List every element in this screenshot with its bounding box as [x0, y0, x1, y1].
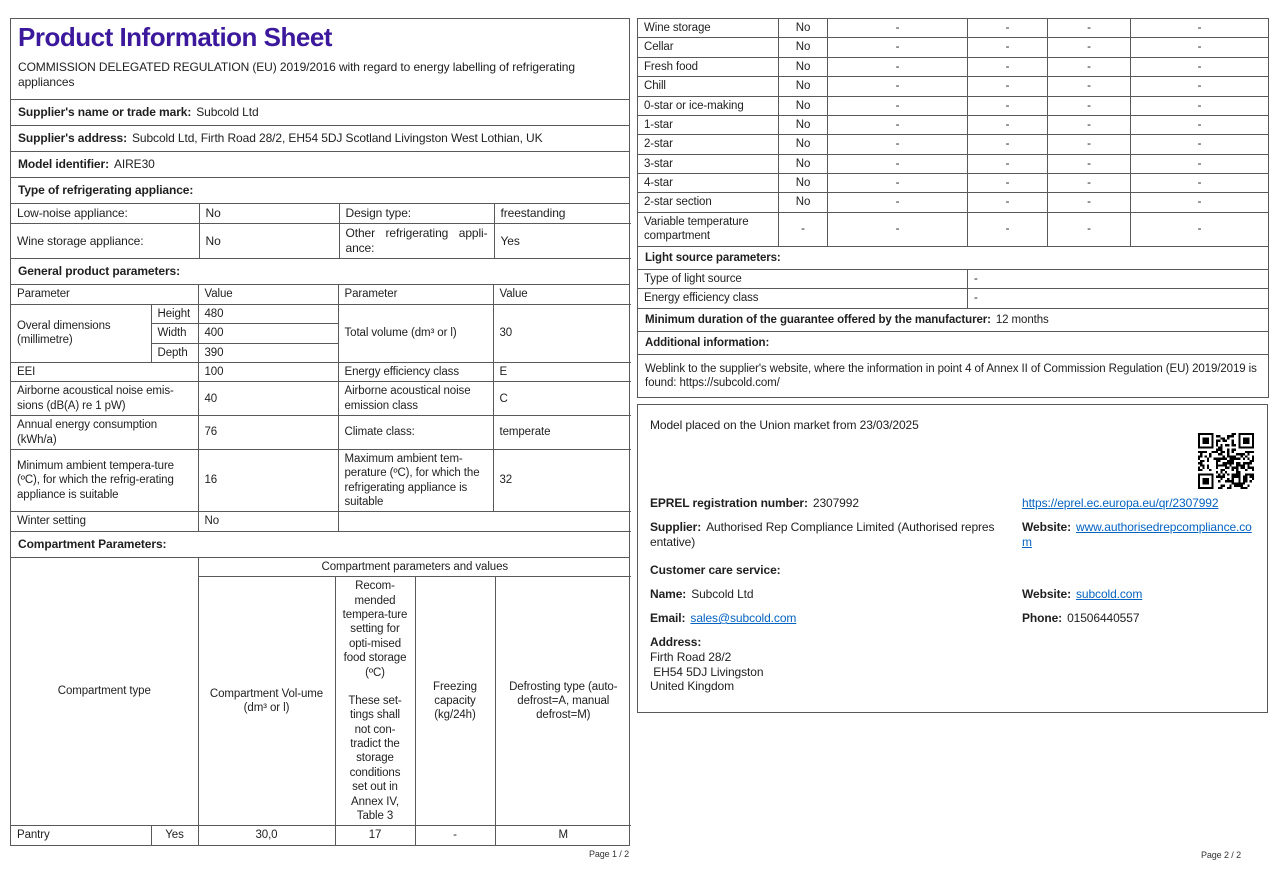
compartment-freezing-cell: -	[1048, 154, 1131, 173]
care-email-left	[650, 611, 1022, 626]
compartment-temp-cell: -	[968, 193, 1048, 212]
eprel-left	[650, 496, 1022, 511]
compartment-defrost-cell: -	[1131, 96, 1269, 115]
max-ambient-label-cell: Maximum ambient tem-perature (ºC), for which the refrigerating appliance is suitable	[338, 449, 493, 512]
efficiency-class-value-cell: E	[493, 363, 631, 382]
compartment-present-cell: No	[779, 19, 828, 38]
volume-value-cell: 30	[493, 304, 631, 362]
supplier-label: Supplier:	[650, 520, 702, 534]
supplier-name-value: Subcold Ltd	[196, 104, 259, 119]
guarantee-value: 12 months	[995, 313, 1049, 326]
compartment-freezing-cell: -	[1048, 38, 1131, 57]
volume-header-cell: Compartment Vol-ume (dm³ or l)	[198, 577, 335, 826]
freezing-header-cell: Freezing capacity (kg/24h)	[415, 577, 495, 826]
pantry-freezing-cell: -	[415, 826, 495, 845]
compartment-label-cell: Variable temperature compartment	[638, 212, 779, 246]
compartment-freezing-cell: -	[1048, 193, 1131, 212]
compartment-label-cell: Fresh food	[638, 57, 779, 76]
page-1	[10, 18, 630, 846]
depth-value-cell: 390	[198, 343, 338, 362]
eprel-row	[650, 496, 1255, 511]
customer-care-title	[650, 563, 1255, 578]
compartment-type-header-cell: Compartment type	[11, 558, 198, 826]
market-date-text: Model placed on the Union market from 23/03/2025	[650, 418, 919, 432]
table-row	[11, 558, 631, 577]
table-row	[11, 449, 631, 512]
dimensions-label-cell: Overal dimensions (millimetre)	[11, 304, 151, 362]
compartment-row	[638, 193, 1269, 212]
energy-value-cell: 76	[198, 416, 338, 450]
eei-value-cell: 100	[198, 363, 338, 382]
care-website-label: Website:	[1022, 587, 1071, 601]
efficiency-class-label-cell: Energy efficiency class	[338, 363, 493, 382]
compartment-defrost-cell: -	[1131, 77, 1269, 96]
type-section-title-row	[11, 178, 629, 204]
pantry-present-cell: Yes	[151, 826, 198, 845]
compartment-temp-cell: -	[968, 115, 1048, 134]
compartment-present-cell: No	[779, 193, 828, 212]
compartment-present-cell: No	[779, 38, 828, 57]
table-row	[11, 826, 631, 845]
supplier-address-row	[11, 126, 629, 152]
supplier-left	[650, 520, 1022, 550]
supplier-right	[1022, 520, 1255, 550]
guarantee-cell	[638, 308, 1269, 331]
table-row	[638, 289, 1269, 308]
max-ambient-value-cell: 32	[493, 449, 631, 512]
light-type-value-cell: -	[968, 269, 1269, 288]
compartment-row	[638, 96, 1269, 115]
winter-setting-value-cell: No	[198, 512, 338, 531]
compartment-row	[638, 77, 1269, 96]
care-phone-value: 01506440557	[1067, 611, 1140, 625]
light-class-label-cell: Energy efficiency class	[638, 289, 968, 308]
param-header-cell: Parameter	[338, 285, 493, 304]
compartment-label-cell: 4-star	[638, 174, 779, 193]
compartment-temp-cell: -	[968, 212, 1048, 246]
compartment-freezing-cell: -	[1048, 212, 1131, 246]
pantry-temp-cell: 17	[335, 826, 415, 845]
model-identifier-row	[11, 152, 629, 178]
compartment-defrost-cell: -	[1131, 174, 1269, 193]
compartment-temp-cell: -	[968, 77, 1048, 96]
compartment-volume-cell: -	[828, 77, 968, 96]
temperature-header-line2: These set-tings shall not con-tradict the storage conditions set out in Annex IV, Table 3	[348, 694, 402, 822]
table-row	[11, 204, 631, 224]
supplier-address-value: Subcold Ltd, Firth Road 28/2, EH54 5DJ Scotland Livingston West Lothian, UK	[132, 130, 543, 145]
table-row	[638, 355, 1269, 398]
compartment-label-cell: Wine storage	[638, 19, 779, 38]
wine-storage-label-cell: Wine storage appliance:	[11, 224, 199, 259]
compartment-section-title-row	[11, 532, 629, 558]
light-source-section-title: Light source parameters:	[645, 251, 781, 264]
weblink-cell	[638, 355, 1269, 398]
group-header-cell: Compartment parameters and values	[198, 558, 631, 577]
height-value-cell: 480	[198, 304, 338, 323]
param-header-cell: Parameter	[11, 285, 198, 304]
defrost-header-cell: Defrosting type (auto-defrost=A, manual defrost=M)	[495, 577, 631, 826]
care-name-value: Subcold Ltd	[691, 587, 754, 601]
noise-class-value-cell: C	[493, 382, 631, 416]
compartment-defrost-cell: -	[1131, 38, 1269, 57]
compartment-freezing-cell: -	[1048, 57, 1131, 76]
low-noise-value-cell: No	[199, 204, 339, 224]
supplier-name-row	[11, 100, 629, 126]
supplier-address-label: Supplier's address:	[18, 130, 127, 145]
compartment-volume-cell: -	[828, 38, 968, 57]
compartment-row	[638, 154, 1269, 173]
general-section-title-row	[11, 259, 629, 285]
compartment-volume-cell: -	[828, 193, 968, 212]
compartment-freezing-cell: -	[1048, 77, 1131, 96]
compartment-volume-cell: -	[828, 174, 968, 193]
table-row	[11, 304, 631, 323]
compartment-row	[638, 115, 1269, 134]
pantry-label-cell: Pantry	[11, 826, 151, 845]
compartment-freezing-cell: -	[1048, 115, 1131, 134]
table-row	[11, 512, 631, 531]
regulation-subtitle: COMMISSION DELEGATED REGULATION (EU) 2019/2016 with regard to energy labelling of refrigerating appliances	[18, 59, 575, 89]
compartment-freezing-cell: -	[1048, 96, 1131, 115]
noise-value-cell: 40	[198, 382, 338, 416]
compartment-label-cell: Cellar	[638, 38, 779, 57]
care-email-row	[650, 611, 1255, 626]
compartment-label-cell: 2-star section	[638, 193, 779, 212]
table-row	[638, 246, 1269, 269]
table-row	[11, 224, 631, 259]
compartment-row	[638, 174, 1269, 193]
customer-care-title-text: Customer care service:	[650, 563, 781, 577]
compartment-temp-cell: -	[968, 19, 1048, 38]
page2-footer: Page 2 / 2	[1200, 850, 1241, 860]
table-row	[11, 285, 631, 304]
additional-info-title: Additional information:	[645, 337, 770, 349]
compartment-freezing-cell: -	[1048, 135, 1131, 154]
compartment-label-cell: Chill	[638, 77, 779, 96]
climate-label-cell: Climate class:	[338, 416, 493, 450]
compartment-volume-cell: -	[828, 135, 968, 154]
type-section-title: Type of refrigerating appliance:	[18, 182, 194, 197]
compartment-present-cell: -	[779, 212, 828, 246]
compartment-defrost-cell: -	[1131, 19, 1269, 38]
light-class-value-cell: -	[968, 289, 1269, 308]
pantry-defrost-cell: M	[495, 826, 631, 845]
eprel-number: 2307992	[812, 496, 859, 510]
compartment-present-cell: No	[779, 57, 828, 76]
compartment-defrost-cell: -	[1131, 193, 1269, 212]
compartment-label-cell: 1-star	[638, 115, 779, 134]
other-appliance-value-cell: Yes	[494, 224, 631, 259]
light-type-label-cell: Type of light source	[638, 269, 968, 288]
care-name-label: Name:	[650, 587, 687, 601]
table-row	[11, 363, 631, 382]
weblink-url: https://subcold.com/	[679, 377, 780, 390]
compartment-present-cell: No	[779, 77, 828, 96]
volume-label-cell: Total volume (dm³ or l)	[338, 304, 493, 362]
guarantee-label: Minimum duration of the guarantee offered by the manufacturer:	[645, 313, 991, 326]
design-type-value-cell: freestanding	[494, 204, 631, 224]
supplier-value: Authorised Rep Compliance Limited (Authorised repres entative)	[650, 520, 995, 549]
care-email-label: Email:	[650, 611, 686, 625]
compartment-label-cell: 3-star	[638, 154, 779, 173]
supplier-info-box	[637, 404, 1268, 713]
general-section-title: General product parameters:	[18, 264, 181, 279]
compartment-present-cell: No	[779, 96, 828, 115]
supplier-website-label: Website:	[1022, 520, 1071, 534]
compartment-temp-cell: -	[968, 96, 1048, 115]
low-noise-label-cell: Low-noise appliance:	[11, 204, 199, 224]
compartment-temp-cell: -	[968, 38, 1048, 57]
compartment-row	[638, 57, 1269, 76]
page-title: Product Information Sheet	[18, 22, 332, 52]
model-identifier-label: Model identifier:	[18, 156, 109, 171]
depth-label-cell: Depth	[151, 343, 198, 362]
compartment-section-title: Compartment Parameters:	[18, 536, 167, 551]
compartment-temp-cell: -	[968, 135, 1048, 154]
care-address-line: United Kingdom	[650, 679, 734, 694]
compartment-temp-cell: -	[968, 154, 1048, 173]
eprel-right	[1022, 496, 1255, 511]
weblink-text: Weblink to the supplier's website, where the information in point 4 of Annex II of Commission Regulation (EU) 2019/2019 is found:	[645, 363, 1257, 390]
compartment-row	[638, 135, 1269, 154]
care-name-right	[1022, 587, 1255, 602]
wine-storage-value-cell: No	[199, 224, 339, 259]
compartment-defrost-cell: -	[1131, 57, 1269, 76]
value-header-cell: Value	[493, 285, 631, 304]
compartment-volume-cell: -	[828, 19, 968, 38]
care-name-row	[650, 587, 1255, 602]
care-phone-right	[1022, 611, 1255, 626]
header-section	[11, 19, 629, 100]
supplier-row	[650, 520, 1255, 550]
page1-footer: Page 1 / 2	[588, 849, 629, 859]
care-address-line: EH54 5DJ Livingston	[650, 664, 764, 679]
compartment-row	[638, 19, 1269, 38]
compartment-temp-cell: -	[968, 57, 1048, 76]
compartment-present-cell: No	[779, 135, 828, 154]
compartment-volume-cell: -	[828, 57, 968, 76]
design-type-label-cell: Design type:	[339, 204, 494, 224]
compartment-defrost-cell: -	[1131, 154, 1269, 173]
care-website-link[interactable]: subcold.com	[1076, 587, 1143, 601]
width-label-cell: Width	[151, 324, 198, 343]
compartment-present-cell: No	[779, 154, 828, 173]
compartment-table	[11, 558, 631, 845]
empty-cell	[338, 512, 631, 531]
pantry-volume-cell: 30,0	[198, 826, 335, 845]
noise-class-label-cell: Airborne acoustical noise emission class	[338, 382, 493, 416]
additional-info-title-cell	[638, 332, 1269, 355]
model-identifier-value: AIRE30	[113, 156, 155, 171]
care-name-left	[650, 587, 1022, 602]
energy-label-cell: Annual energy consumption (kWh/a)	[11, 416, 198, 450]
width-value-cell: 400	[198, 324, 338, 343]
compartment-continued-table	[637, 18, 1269, 398]
care-address-label: Address:	[650, 635, 702, 649]
other-appliance-label-cell: Other refrigerating appli-ance:	[339, 224, 494, 259]
compartment-label-cell: 2-star	[638, 135, 779, 154]
compartment-freezing-cell: -	[1048, 19, 1131, 38]
table-row	[11, 382, 631, 416]
compartment-freezing-cell: -	[1048, 174, 1131, 193]
eprel-link[interactable]: https://eprel.ec.europa.eu/qr/2307992	[1022, 496, 1219, 510]
care-address-line: Firth Road 28/2	[650, 650, 732, 664]
table-row	[638, 332, 1269, 355]
page-2-table	[637, 18, 1268, 398]
temperature-header-line1: Recom-mended tempera-ture setting for opti-mised food storage (ºC)	[342, 580, 408, 679]
compartment-defrost-cell: -	[1131, 115, 1269, 134]
table-row	[638, 269, 1269, 288]
height-label-cell: Height	[151, 304, 198, 323]
compartment-defrost-cell: -	[1131, 135, 1269, 154]
compartment-present-cell: No	[779, 115, 828, 134]
value-header-cell: Value	[198, 285, 338, 304]
compartment-label-cell: 0-star or ice-making	[638, 96, 779, 115]
winter-setting-label-cell: Winter setting	[11, 512, 198, 531]
compartment-present-cell: No	[779, 174, 828, 193]
table-row	[638, 308, 1269, 331]
compartment-row	[638, 38, 1269, 57]
compartment-volume-cell: -	[828, 212, 968, 246]
general-parameters-table	[11, 285, 631, 531]
appliance-type-table	[11, 204, 631, 260]
qr-code	[1198, 433, 1254, 489]
care-email-link[interactable]: sales@subcold.com	[690, 611, 797, 625]
light-source-section-title-cell	[638, 246, 1269, 269]
compartment-temp-cell: -	[968, 174, 1048, 193]
care-address-block	[650, 635, 1255, 694]
eprel-label: EPREL registration number:	[650, 496, 808, 510]
compartment-defrost-cell: -	[1131, 212, 1269, 246]
compartment-row	[638, 212, 1269, 246]
temperature-header-cell	[335, 577, 415, 826]
noise-label-cell: Airborne acoustical noise emis-sions (dB(A) re 1 pW)	[11, 382, 198, 416]
compartment-volume-cell: -	[828, 115, 968, 134]
table-row	[11, 416, 631, 450]
min-ambient-value-cell: 16	[198, 449, 338, 512]
compartment-volume-cell: -	[828, 96, 968, 115]
climate-value-cell: temperate	[493, 416, 631, 450]
supplier-name-label: Supplier's name or trade mark:	[18, 104, 192, 119]
supplier-website-link[interactable]: www.authorisedrepcompliance.com	[1022, 520, 1252, 549]
min-ambient-label-cell: Minimum ambient tempera-ture (ºC), for which the refrig-erating appliance is suitable	[11, 449, 198, 512]
compartment-volume-cell: -	[828, 154, 968, 173]
eei-label-cell: EEI	[11, 363, 198, 382]
care-phone-label: Phone:	[1022, 611, 1063, 625]
